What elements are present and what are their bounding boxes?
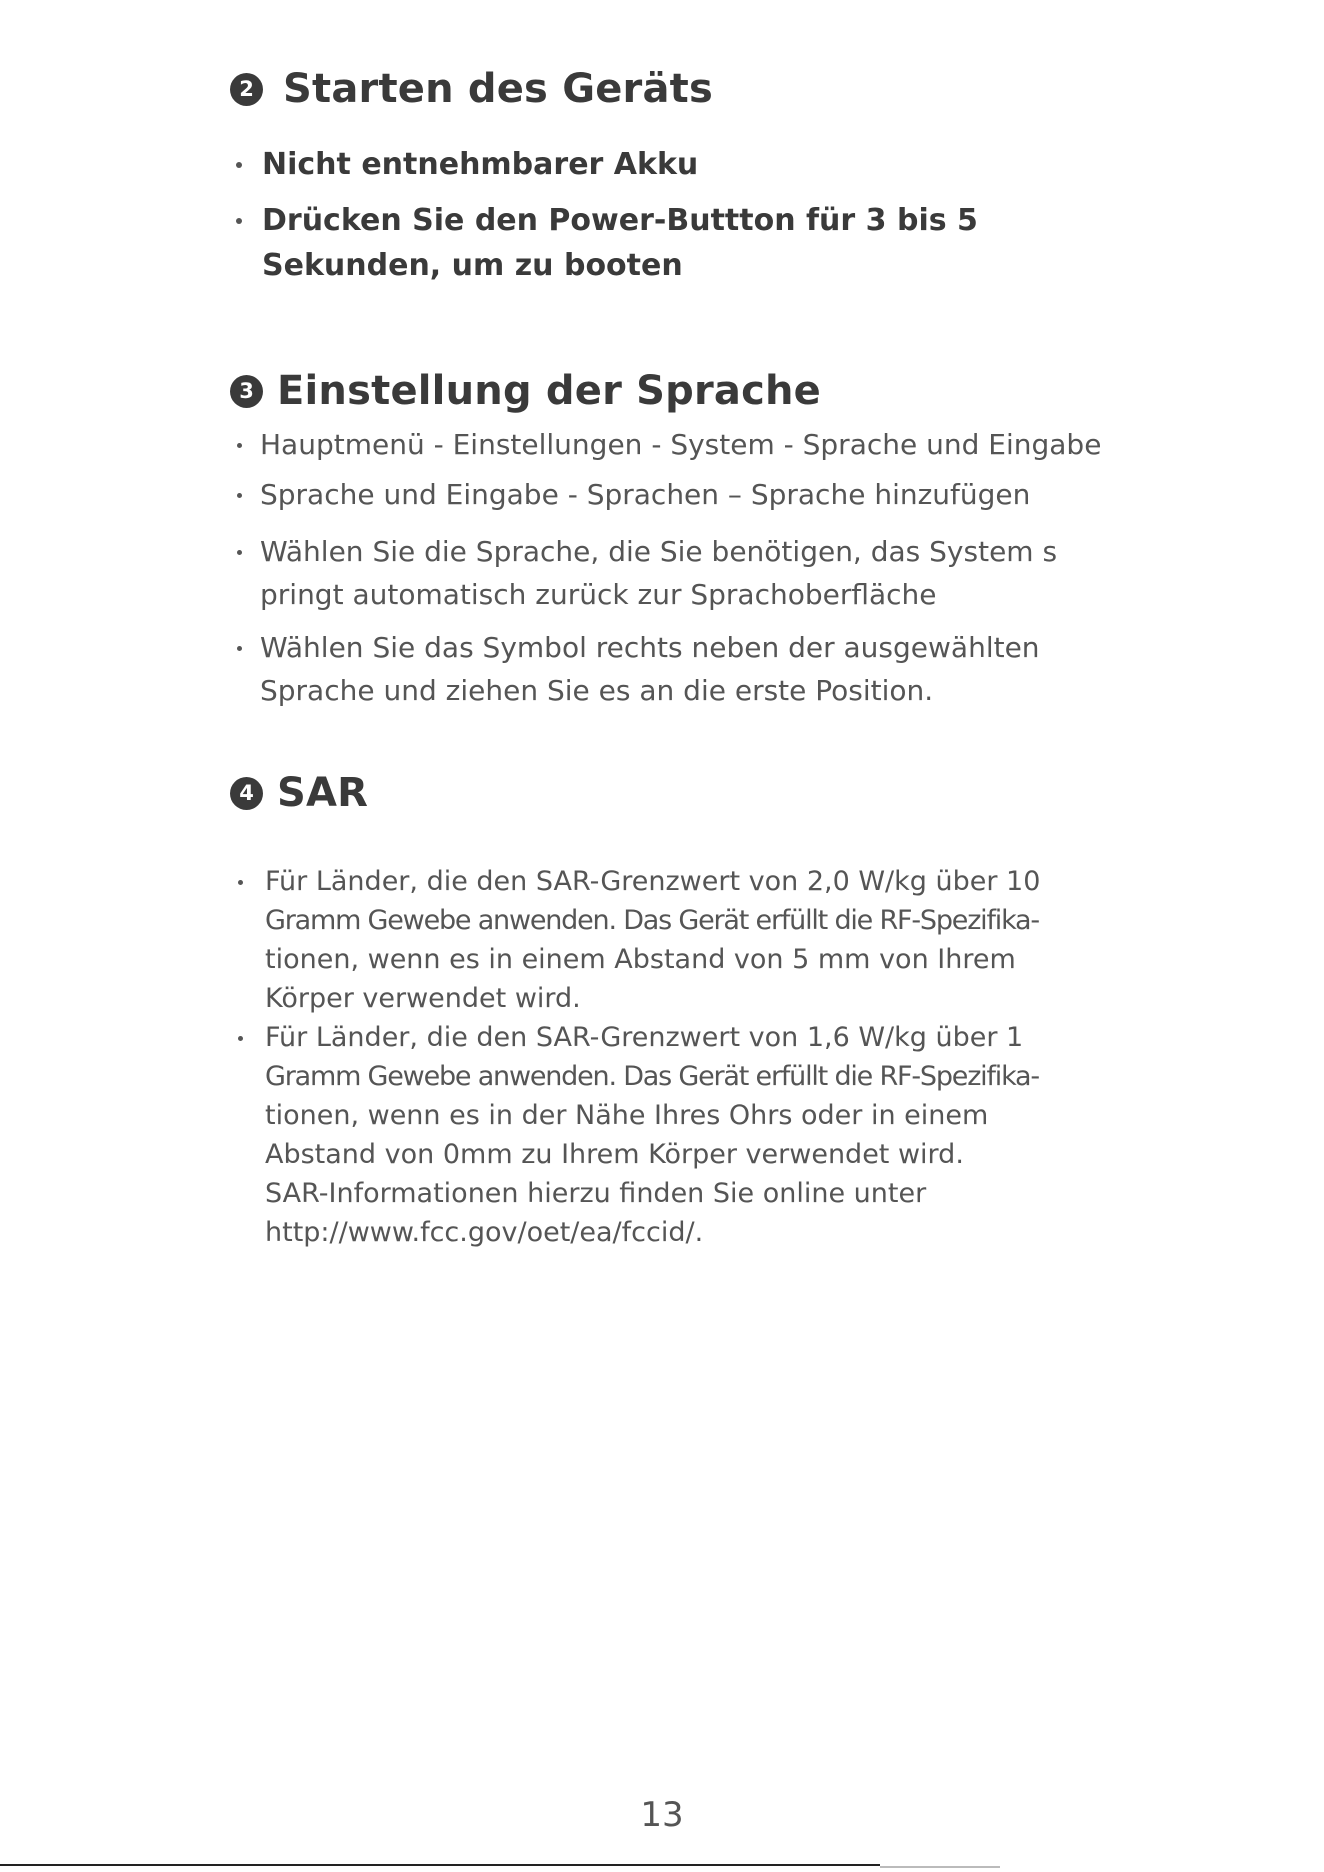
list-item-text: tionen, wenn es in der Nähe Ihres Ohrs oder in einem: [265, 1100, 989, 1131]
list-item-text: tionen, wenn es in einem Abstand von 5 mm von Ihrem: [265, 944, 1016, 975]
page-number: 13: [640, 1795, 684, 1835]
page-bottom-rule: [0, 1864, 880, 1866]
page-bottom-rule-faint: [880, 1866, 1000, 1868]
section-heading-starten: [230, 66, 713, 112]
bullet-dot-icon: [236, 218, 242, 224]
list-item-text: SAR-Informationen hierzu finden Sie online unter: [265, 1178, 927, 1209]
bullet-dot-icon: [237, 493, 242, 498]
list-item-text: Wählen Sie das Symbol rechts neben der ausgewählten: [260, 631, 1040, 664]
bullet-dot-icon: [238, 1036, 243, 1041]
bullet-dot-icon: [236, 162, 242, 168]
list-item-text: Sprache und Eingabe - Sprachen – Sprache hinzufügen: [260, 478, 1031, 511]
list-item: [237, 626, 1040, 712]
section-title: SAR: [277, 770, 369, 816]
list-item: [238, 1018, 1039, 1252]
list-item-text: Drücken Sie den Power-Buttton für 3 bis 5: [262, 203, 978, 238]
list-item-text: Nicht entnehmbarer Akku: [262, 147, 699, 182]
list-item: [237, 473, 1030, 516]
bullet-dot-icon: [237, 443, 242, 448]
section-title: Einstellung der Sprache: [277, 368, 821, 414]
list-item-text: Abstand von 0mm zu Ihrem Körper verwendet wird.: [265, 1139, 964, 1170]
list-item: [237, 423, 1101, 466]
list-item-text: Hauptmenü - Einstellungen - System - Sprache und Eingabe: [260, 428, 1102, 461]
list-item-text: Gramm Gewebe anwenden. Das Gerät erfüllt die RF-Spezifika-: [265, 905, 1039, 936]
list-item-text: Wählen Sie die Sprache, die Sie benötigen, das System s: [260, 535, 1058, 568]
bullet-dot-icon: [237, 646, 242, 651]
list-item-text: Sekunden, um zu booten: [262, 248, 683, 283]
list-item-text: http://www.fcc.gov/oet/ea/fccid/.: [265, 1217, 704, 1248]
section-heading-sar: [230, 770, 368, 816]
list-item-text: Sprache und ziehen Sie es an die erste Position.: [260, 674, 934, 707]
bullet-dot-icon: [238, 880, 243, 885]
list-item-text: Gramm Gewebe anwenden. Das Gerät erfüllt die RF-Spezifika-: [265, 1061, 1039, 1092]
list-item-text: Körper verwendet wird.: [265, 983, 581, 1014]
section-number-badge: 2: [230, 73, 263, 106]
list-item: [236, 142, 698, 187]
list-item-text: pringt automatisch zurück zur Sprachoberfläche: [260, 578, 937, 611]
section-title: Starten des Geräts: [283, 66, 714, 112]
list-item: [238, 862, 1040, 1018]
bullet-dot-icon: [237, 550, 242, 555]
list-item: [236, 198, 978, 288]
section-heading-sprache: [230, 368, 821, 414]
list-item-text: Für Länder, die den SAR-Grenzwert von 2,0 W/kg über 10: [265, 866, 1041, 897]
list-item-text: Für Länder, die den SAR-Grenzwert von 1,6 W/kg über 1: [265, 1022, 1024, 1053]
section-number-badge: 4: [230, 777, 263, 810]
list-item: [237, 530, 1057, 616]
section-number-badge: 3: [230, 375, 263, 408]
